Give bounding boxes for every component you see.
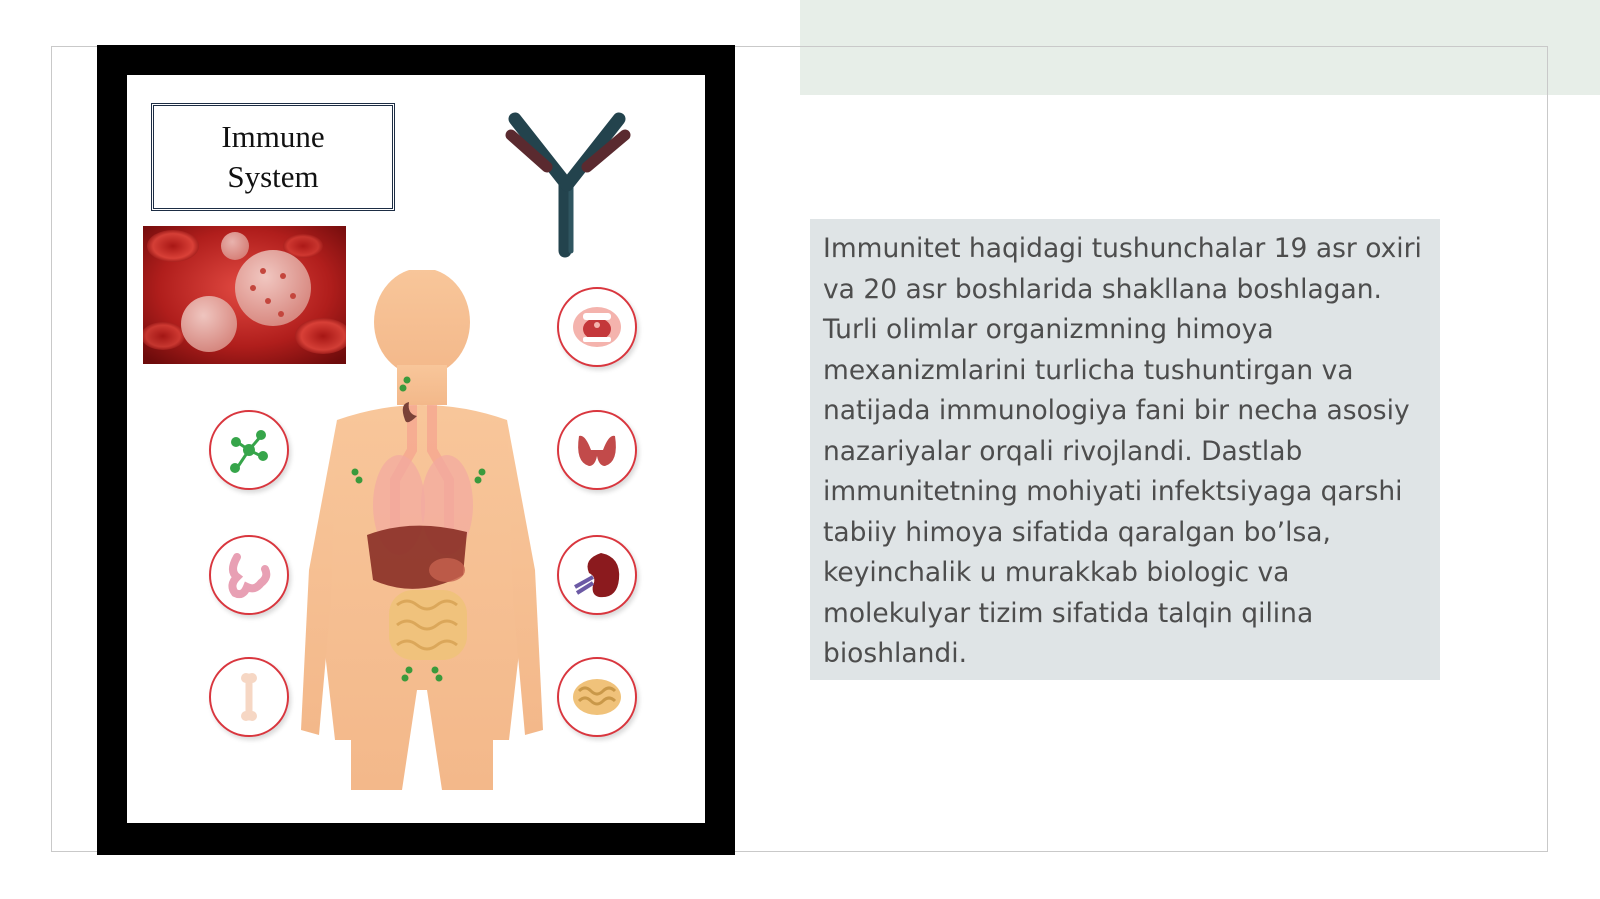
throat-tonsils-icon — [557, 287, 637, 367]
poster-canvas — [127, 75, 705, 823]
poster-title-line-1: Immune — [221, 119, 325, 154]
lymph-node-icon — [209, 410, 289, 490]
human-body-icon — [297, 270, 547, 810]
kidney-icon — [557, 535, 637, 615]
bone-icon — [209, 657, 289, 737]
appendix-icon — [209, 535, 289, 615]
small-intestine-icon — [557, 657, 637, 737]
poster-title-box — [151, 103, 395, 211]
antibody-icon — [487, 101, 647, 261]
description-text: Immunitet haqidagi tushunchalar 19 asr oxiri va 20 asr boshlarida shakllana boshlagan. Turli olimlar organizmning himoya mexanizmlarini turlicha tushuntirgan va natijada immunologiya fani bir necha asosiy nazariyalar orqali rivojlandi. Dastlab immunitetning mohiyati infektsiyaga qarshi tabiiy himoya sifatida qaralgan bo’lsa, keyinchalik u murakkab biologic va molekulyar tizim sifatida talqin qilina bioshlandi. — [823, 233, 1422, 669]
description-panel — [810, 219, 1440, 680]
thyroid-icon — [557, 410, 637, 490]
immune-system-poster — [97, 45, 735, 855]
poster-title-line-2: System — [227, 159, 319, 194]
